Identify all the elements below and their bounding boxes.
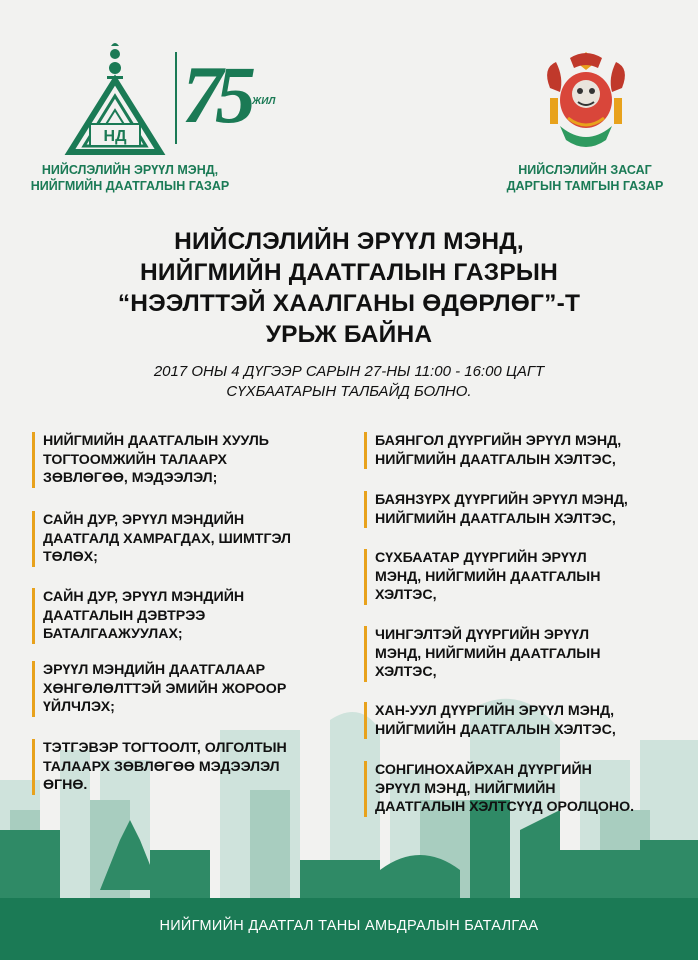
service-item-line: ТАЛААРХ ЗӨВЛӨГӨӨ МЭДЭЭЛЭЛ <box>43 758 280 775</box>
subtitle-line: СҮХБААТАРЫН ТАЛБАЙД БОЛНО. <box>226 383 472 400</box>
title-line: УРЬЖ БАЙНА <box>265 321 433 348</box>
service-item <box>32 511 343 567</box>
participant-item-line: ЭРҮҮЛ МЭНД, НИЙГМИЙН <box>375 780 556 797</box>
service-item-line: БАТАЛГААЖУУЛАХ; <box>43 626 183 642</box>
footer-slogan: НИЙГМИЙН ДААТГАЛ ТАНЫ АМЬДРАЛЫН БАТАЛГАА <box>159 918 539 934</box>
service-item <box>32 739 343 795</box>
participant-item <box>364 491 695 528</box>
service-item <box>32 661 343 717</box>
anniversary-word: ЖИЛ <box>252 96 276 107</box>
participant-item-line: ДААТГАЛЫН ХЭЛТСҮҮД ОРОЛЦОНО. <box>375 799 635 815</box>
service-item-line: ЭРҮҮЛ МЭНДИЙН ДААТГАЛААР <box>43 662 266 678</box>
service-item-line: САЙН ДУР, ЭРҮҮЛ МЭНДИЙН <box>43 512 245 528</box>
right-org-name-line: НИЙСЛЭЛИЙН ЗАСАГ <box>518 163 652 177</box>
service-item-line: ХӨНГӨЛӨЛТТЭЙ ЭМИЙН ЖОРООР <box>43 680 287 697</box>
participant-item-line: БАЯНЗҮРХ ДҮҮРГИЙН ЭРҮҮЛ МЭНД, <box>375 492 628 508</box>
left-org-name <box>20 162 240 194</box>
participant-item <box>364 702 695 739</box>
participant-item-line: БАЯНГОЛ ДҮҮРГИЙН ЭРҮҮЛ МЭНД, <box>375 433 622 449</box>
right-org-name <box>500 162 670 194</box>
participant-item <box>364 549 695 605</box>
service-item-line: ӨГНӨ. <box>43 777 88 793</box>
logo-divider <box>175 52 177 144</box>
invitation-title <box>0 226 698 350</box>
service-item <box>32 588 343 644</box>
right-org-name-line: ДАРГЫН ТАМГЫН ГАЗАР <box>506 179 664 193</box>
subtitle-line: 2017 ОНЫ 4 ДҮГЭЭР САРЫН 27-НЫ 11:00 - 16:00 ЦАГТ <box>153 363 545 380</box>
title-line: НИЙСЛЭЛИЙН ЭРҮҮЛ МЭНД, <box>174 228 524 255</box>
participant-item-line: МЭНД, НИЙГМИЙН ДААТГАЛЫН <box>375 568 601 585</box>
participant-item-line: НИЙГМИЙН ДААТГАЛЫН ХЭЛТЭС, <box>375 451 616 468</box>
event-time-place <box>0 362 698 402</box>
svg-text:НД: НД <box>103 128 127 145</box>
participant-item-line: СҮХБААТАР ДҮҮРГИЙН ЭРҮҮЛ <box>375 550 587 566</box>
anniversary-mark <box>182 49 276 150</box>
service-item-line: ТӨЛӨХ; <box>43 549 98 565</box>
participant-item-line: ХЭЛТЭС, <box>375 587 437 603</box>
service-item-line: НИЙГМИЙН ДААТГАЛЫН ХУУЛЬ <box>43 433 269 449</box>
service-item-line: ЗӨВЛӨГӨӨ, МЭДЭЭЛЭЛ; <box>43 470 218 486</box>
title-line: “НЭЭЛТТЭЙ ХААЛГАНЫ ӨДӨРЛӨГ”-Т <box>117 290 581 317</box>
health-insurance-logo <box>60 40 170 158</box>
title-line: НИЙГМИЙН ДААТГАЛЫН ГАЗРЫН <box>140 259 558 286</box>
participant-item <box>364 626 695 682</box>
participant-item <box>364 432 695 469</box>
anniversary-number: 75 <box>182 49 248 140</box>
participant-item-line: ХАН-УУЛ ДҮҮРГИЙН ЭРҮҮЛ МЭНД, <box>375 703 615 719</box>
service-item-line: ДААТГАЛД ХАМРАГДАХ, ШИМТГЭЛ <box>43 530 291 547</box>
participant-item-line: МЭНД, НИЙГМИЙН ДААТГАЛЫН <box>375 645 601 662</box>
participant-item-line: НИЙГМИЙН ДААТГАЛЫН ХЭЛТЭС, <box>375 510 616 527</box>
service-item <box>32 432 343 488</box>
service-item-line: ТЭТГЭВЭР ТОГТООЛТ, ОЛГОЛТЫН <box>43 740 287 756</box>
left-org-name-line: НИЙГМИЙН ДААТГАЛЫН ГАЗАР <box>30 179 230 193</box>
participant-item-line: ЧИНГЭЛТЭЙ ДҮҮРГИЙН ЭРҮҮЛ <box>375 627 590 643</box>
participant-item-line: СОНГИНОХАЙРХАН ДҮҮРГИЙН <box>375 762 592 778</box>
service-item-line: ДААТГАЛЫН ДЭВТРЭЭ <box>43 607 206 624</box>
city-emblem <box>540 48 632 156</box>
service-item-line: САЙН ДУР, ЭРҮҮЛ МЭНДИЙН <box>43 589 245 605</box>
participant-item-line: НИЙГМИЙН ДААТГАЛЫН ХЭЛТЭС, <box>375 721 616 738</box>
participant-item-line: ХЭЛТЭС, <box>375 664 437 680</box>
service-item-line: ТОГТООМЖИЙН ТАЛААРХ <box>43 451 228 468</box>
service-item-line: ҮЙЛЧЛЭХ; <box>43 699 115 715</box>
participant-item <box>364 761 695 817</box>
left-org-name-line: НИЙСЛЭЛИЙН ЭРҮҮЛ МЭНД, <box>41 163 219 177</box>
